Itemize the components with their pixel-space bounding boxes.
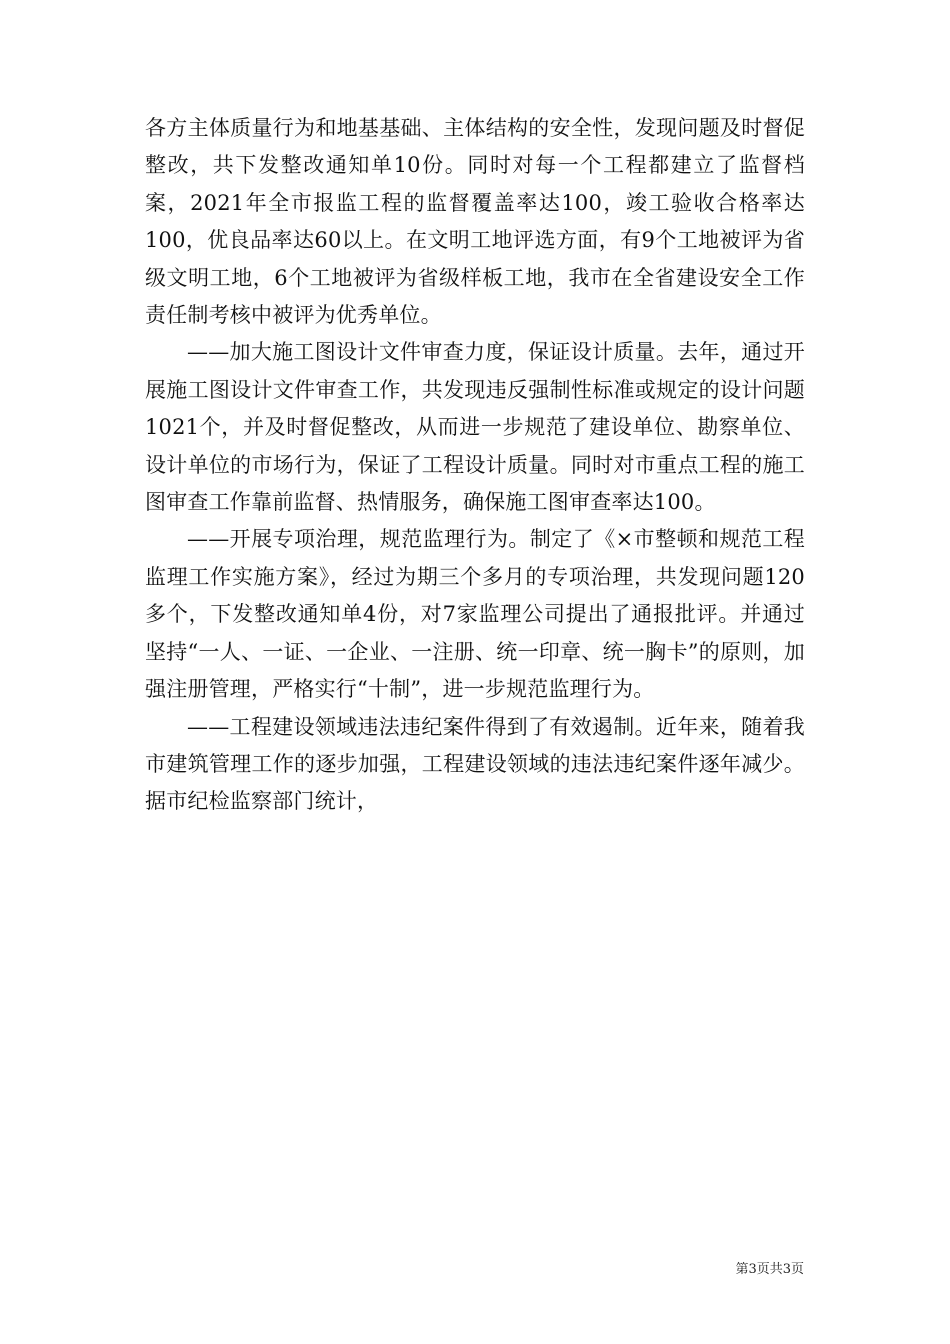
paragraph-4: ——工程建设领域违法违纪案件得到了有效遏制。近年来，随着我市建筑管理工作的逐步加强，工程建设领域的违法违纪案件逐年减少。据市纪检监察部门统计，	[145, 714, 805, 814]
page-number-footer: 第3页共3页	[735, 1262, 804, 1277]
document-body	[145, 110, 805, 821]
paragraph-2: ——加大施工图设计文件审查力度，保证设计质量。去年，通过开展施工图设计文件审查工作，共发现违反强制性标准或规定的设计问题1021个，并及时督促整改，从而进一步规范了建设单位、勘察单位、设计单位的市场行为，保证了工程设计质量。同时对市重点工程的施工图审查工作靠前监督、热情服务，确保施工图审查率达100。	[145, 340, 805, 515]
paragraph-3: ——开展专项治理，规范监理行为。制定了《×市整顿和规范工程监理工作实施方案》，经过为期三个多月的专项治理，共发现问题120多个，下发整改通知单4份，对7家监理公司提出了通报批评。并通过坚持“一人、一证、一企业、一注册、统一印章、统一胸卡”的原则，加强注册管理，严格实行“十制”，进一步规范监理行为。	[145, 527, 805, 702]
paragraph-1: 各方主体质量行为和地基基础、主体结构的安全性，发现问题及时督促整改，共下发整改通知单10份。同时对每一个工程都建立了监督档案，2021年全市报监工程的监督覆盖率达100，竣工验收合格率达100，优良品率达60以上。在文明工地评选方面，有9个工地被评为省级文明工地，6个工地被评为省级样板工地，我市在全省建设安全工作责任制考核中被评为优秀单位。	[145, 116, 805, 328]
